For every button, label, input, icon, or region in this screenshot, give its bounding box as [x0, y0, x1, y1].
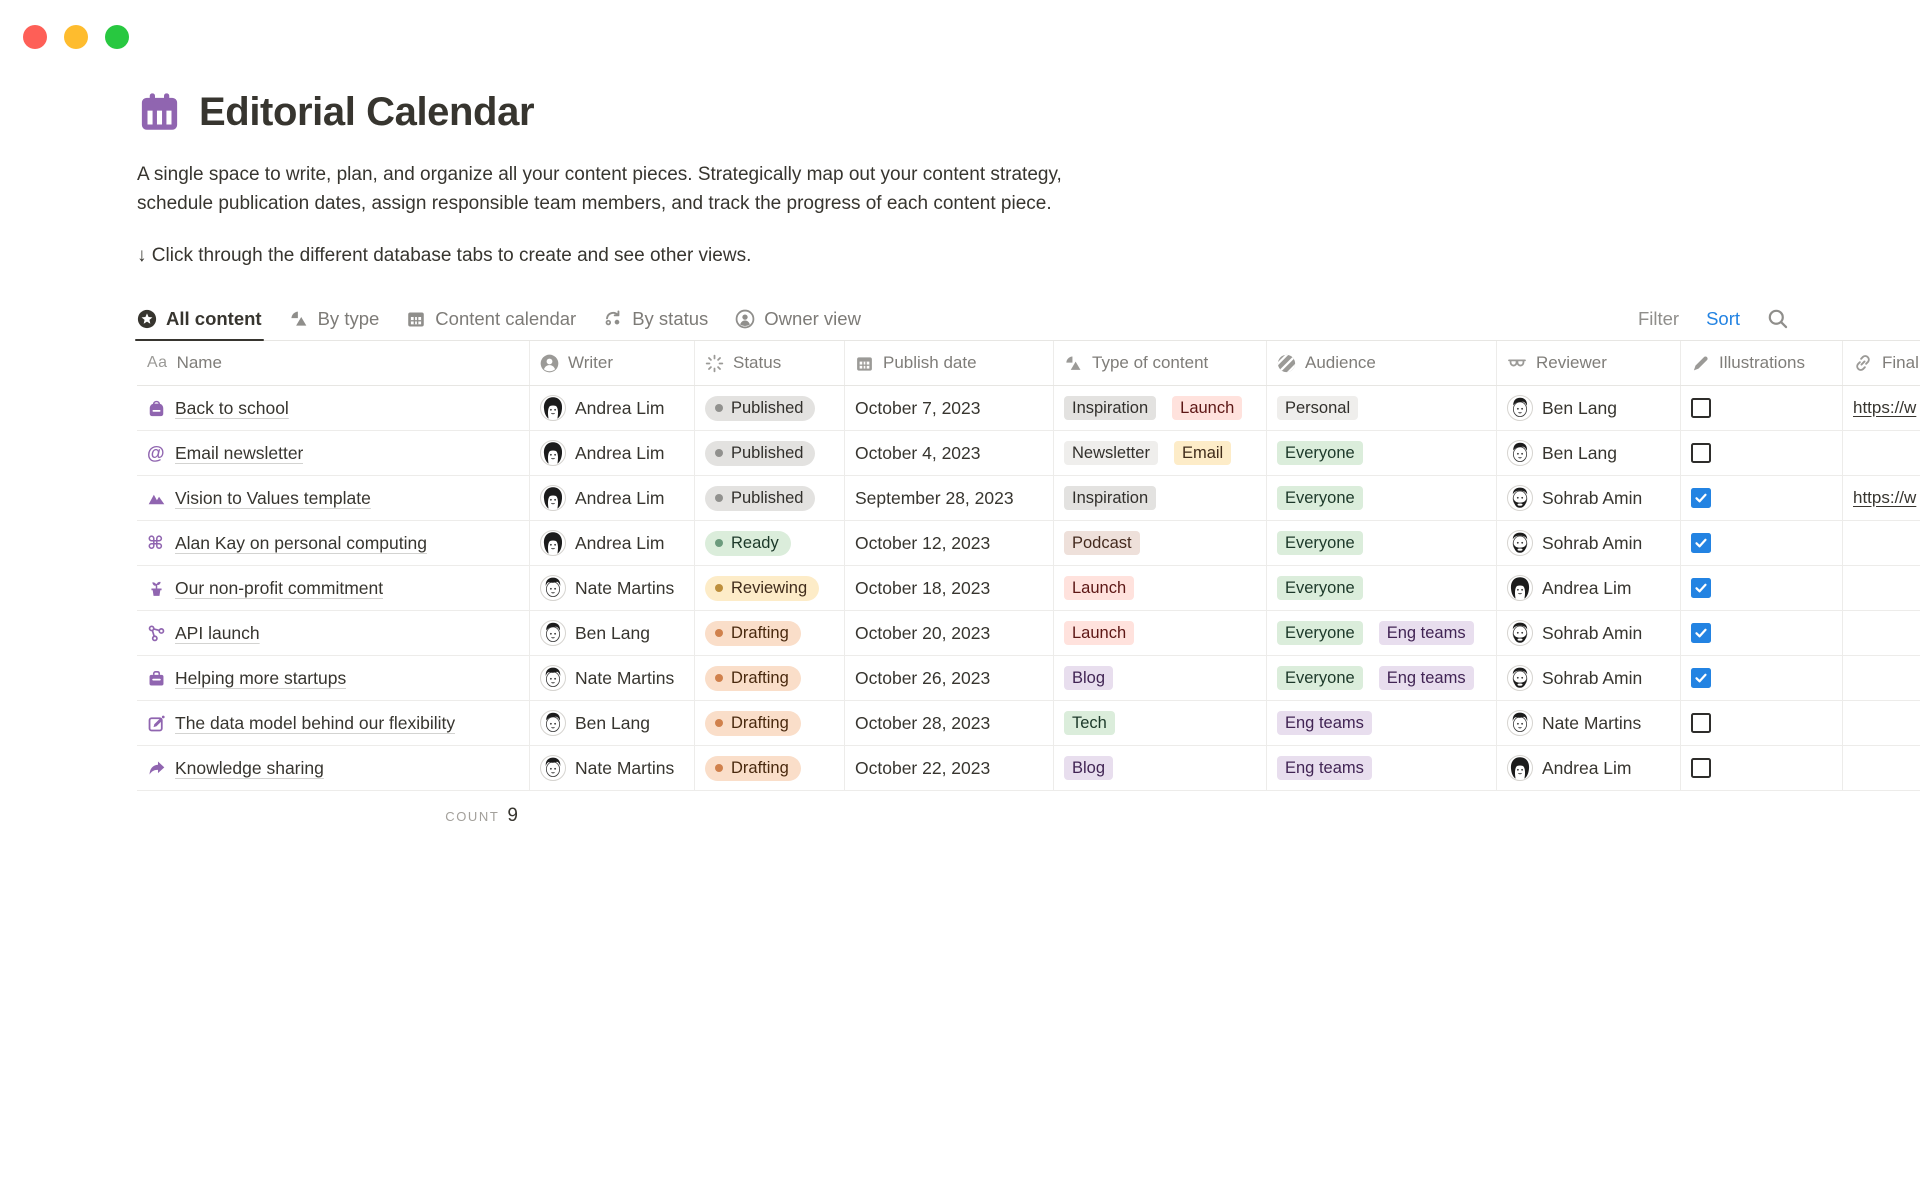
search-icon[interactable]: [1767, 308, 1789, 330]
final-link-cell[interactable]: [1843, 701, 1920, 745]
publish-date-cell[interactable]: [845, 521, 1054, 565]
tag-blog[interactable]: Blog: [1064, 666, 1113, 690]
page-link[interactable]: Our non-profit commitment: [175, 577, 384, 598]
pen-icon: [1691, 354, 1710, 373]
table-row: [137, 476, 1920, 521]
person-name: Andrea Lim: [575, 442, 665, 463]
zoom-button[interactable]: [105, 25, 129, 49]
status-label: Ready: [731, 533, 779, 552]
type-of-content-cell[interactable]: [1054, 701, 1267, 745]
person: [1507, 710, 1641, 736]
tag-eng-teams[interactable]: Eng teams: [1379, 666, 1474, 690]
person: [1507, 530, 1642, 556]
status-pill-published[interactable]: [705, 396, 815, 421]
mountains-icon: [147, 489, 166, 508]
briefcase-icon: [147, 669, 166, 688]
reviewer-cell[interactable]: [1497, 521, 1681, 565]
status-dot: [715, 449, 723, 457]
tag-newsletter[interactable]: Newsletter: [1064, 441, 1158, 465]
status-pill-drafting[interactable]: [705, 756, 801, 781]
status-pill-drafting[interactable]: [705, 711, 801, 736]
status-dot: [715, 674, 723, 682]
aa-icon: Aa: [147, 354, 168, 371]
tag-inspiration[interactable]: Inspiration: [1064, 486, 1156, 510]
column-header-status[interactable]: [695, 341, 845, 385]
name-cell[interactable]: [137, 566, 530, 610]
avatar: [1507, 485, 1533, 511]
column-header-audience[interactable]: [1267, 341, 1497, 385]
writer-cell[interactable]: [530, 386, 695, 430]
writer-cell[interactable]: [530, 701, 695, 745]
illustrations-checkbox[interactable]: [1691, 668, 1711, 688]
cycle-icon: [603, 309, 623, 329]
status-label: Drafting: [731, 713, 789, 732]
status-pill-ready[interactable]: [705, 531, 791, 556]
audience-cell[interactable]: [1267, 656, 1497, 700]
writer-cell[interactable]: [530, 656, 695, 700]
page-description-line2: schedule publication dates, assign responsible team members, and track the progress of each content piece.: [137, 193, 1052, 214]
illustrations-checkbox[interactable]: [1691, 758, 1711, 778]
writer-cell[interactable]: [530, 431, 695, 475]
type-of-content-cell[interactable]: [1054, 431, 1267, 475]
status-cell[interactable]: [695, 431, 845, 475]
avatar: [1507, 620, 1533, 646]
tab-label: By status: [632, 308, 709, 329]
avatar: [1507, 575, 1533, 601]
nodes-icon: [147, 624, 166, 643]
illustrations-cell: [1681, 566, 1843, 610]
avatar: [1507, 395, 1533, 421]
calendar-tab-icon: [406, 309, 426, 329]
writer-cell[interactable]: [530, 611, 695, 655]
person: [540, 620, 650, 646]
name-cell[interactable]: [137, 701, 530, 745]
tag-eng-teams[interactable]: Eng teams: [1379, 621, 1474, 645]
person: [1507, 485, 1642, 511]
person: [1507, 665, 1642, 691]
tag-launch[interactable]: Launch: [1064, 576, 1134, 600]
status-dot: [715, 764, 723, 772]
status-dot: [715, 584, 723, 592]
tag-email[interactable]: Email: [1174, 441, 1231, 465]
status-label: Drafting: [731, 623, 789, 642]
status-label: Published: [731, 488, 804, 507]
person-name: Ben Lang: [575, 712, 650, 733]
avatar: [540, 530, 566, 556]
writer-cell[interactable]: [530, 746, 695, 790]
status-cell[interactable]: [695, 521, 845, 565]
status-label: Drafting: [731, 758, 789, 777]
tag-launch[interactable]: Launch: [1064, 621, 1134, 645]
plant-icon: [147, 579, 166, 598]
person-name: Ben Lang: [575, 622, 650, 643]
column-label: Type of content: [1092, 353, 1209, 372]
status-dot: [715, 404, 723, 412]
minimize-button[interactable]: [64, 25, 88, 49]
person-name: Andrea Lim: [575, 487, 665, 508]
name-cell[interactable]: [137, 746, 530, 790]
page-link[interactable]: Email newsletter: [175, 442, 304, 463]
reviewer-cell[interactable]: [1497, 701, 1681, 745]
at-icon: @: [147, 442, 165, 463]
writer-cell[interactable]: [530, 521, 695, 565]
audience-cell[interactable]: [1267, 611, 1497, 655]
person-name: Nate Martins: [575, 577, 675, 598]
status-cell[interactable]: [695, 701, 845, 745]
final-link-cell[interactable]: [1843, 431, 1920, 475]
status-cell[interactable]: [695, 566, 845, 610]
column-label: Status: [733, 353, 782, 372]
publish-date-cell[interactable]: [845, 476, 1054, 520]
page-description-line1: A single space to write, plan, and organize all your content pieces. Strategically map out your content strategy,: [137, 164, 1062, 185]
calendar-icon: [855, 354, 874, 373]
tag-tech[interactable]: Tech: [1064, 711, 1115, 735]
person: [540, 665, 674, 691]
table-header-row: [137, 341, 1920, 386]
status-dot: [715, 539, 723, 547]
page-link[interactable]: Knowledge sharing: [175, 757, 324, 778]
person-name: Andrea Lim: [1542, 757, 1632, 778]
illustrations-checkbox[interactable]: [1691, 398, 1711, 418]
publish-date-cell[interactable]: [845, 656, 1054, 700]
count-value: 9: [507, 805, 518, 826]
reviewer-cell[interactable]: [1497, 431, 1681, 475]
tag-everyone[interactable]: Everyone: [1277, 531, 1363, 555]
tab-label: Owner view: [764, 308, 861, 329]
name-cell[interactable]: [137, 521, 530, 565]
page-link[interactable]: The data model behind our flexibility: [175, 712, 456, 733]
person-icon: [540, 354, 559, 373]
illustrations-checkbox[interactable]: [1691, 578, 1711, 598]
publish-date: October 4, 2023: [855, 442, 981, 463]
person-name: Sohrab Amin: [1542, 487, 1643, 508]
tab-content-calendar[interactable]: [406, 298, 576, 340]
tag-launch[interactable]: Launch: [1172, 396, 1242, 420]
illustrations-checkbox[interactable]: [1691, 443, 1711, 463]
person: [540, 755, 674, 781]
publish-date-cell[interactable]: [845, 611, 1054, 655]
avatar: [540, 575, 566, 601]
column-header-final[interactable]: [1843, 341, 1920, 385]
page-hint: ↓ Click through the different database tabs to create and see other views.: [137, 245, 752, 266]
reviewer-cell[interactable]: [1497, 386, 1681, 430]
publish-date-cell[interactable]: [845, 566, 1054, 610]
share-icon: [147, 759, 166, 778]
status-dot: [715, 494, 723, 502]
publish-date: October 12, 2023: [855, 532, 991, 553]
view-tab-bar: [137, 298, 1920, 341]
status-cell[interactable]: [695, 746, 845, 790]
column-header-reviewer[interactable]: [1497, 341, 1681, 385]
person: [540, 575, 674, 601]
publish-date: September 28, 2023: [855, 487, 1014, 508]
glasses-icon: [1507, 353, 1527, 373]
tag-eng-teams[interactable]: Eng teams: [1277, 756, 1372, 780]
page-link[interactable]: Back to school: [175, 397, 289, 418]
status-dot: [715, 629, 723, 637]
status-cell[interactable]: [695, 386, 845, 430]
audience-cell[interactable]: [1267, 746, 1497, 790]
column-header-writer[interactable]: [530, 341, 695, 385]
status-pill-reviewing[interactable]: [705, 576, 819, 601]
sort-button[interactable]: Sort: [1706, 308, 1740, 329]
page-link[interactable]: Vision to Values template: [175, 487, 371, 508]
publish-date-cell[interactable]: [845, 746, 1054, 790]
person: [1507, 755, 1632, 781]
final-link-cell[interactable]: [1843, 611, 1920, 655]
page-description: [137, 160, 1920, 218]
illustrations-checkbox[interactable]: [1691, 533, 1711, 553]
status-cell[interactable]: [695, 476, 845, 520]
page-link[interactable]: Alan Kay on personal computing: [175, 532, 427, 553]
person-name: Sohrab Amin: [1542, 622, 1643, 643]
edit-icon: [147, 714, 166, 733]
avatar: [1507, 755, 1533, 781]
view-tabs: [137, 298, 888, 340]
reviewer-cell[interactable]: [1497, 476, 1681, 520]
type-of-content-cell[interactable]: [1054, 386, 1267, 430]
person-circle-icon: [735, 309, 755, 329]
status-label: Published: [731, 398, 804, 417]
tag-everyone[interactable]: Everyone: [1277, 486, 1363, 510]
illustrations-cell: [1681, 521, 1843, 565]
tag-inspiration[interactable]: Inspiration: [1064, 396, 1156, 420]
status-cell[interactable]: [695, 656, 845, 700]
close-button[interactable]: [23, 25, 47, 49]
table-row: [137, 386, 1920, 431]
final-link-cell[interactable]: [1843, 476, 1920, 520]
publish-date: October 7, 2023: [855, 397, 981, 418]
avatar: [540, 485, 566, 511]
type-of-content-cell[interactable]: [1054, 521, 1267, 565]
audience-cell[interactable]: [1267, 476, 1497, 520]
column-header-illustrations[interactable]: [1681, 341, 1843, 385]
avatar: [540, 395, 566, 421]
page-header: [137, 90, 1920, 135]
status-label: Drafting: [731, 668, 789, 687]
illustrations-checkbox[interactable]: [1691, 488, 1711, 508]
filter-button[interactable]: Filter: [1637, 308, 1680, 329]
chart-icon: [289, 309, 309, 329]
type-of-content-cell[interactable]: [1054, 476, 1267, 520]
illustrations-cell: [1681, 701, 1843, 745]
person-name: Nate Martins: [575, 667, 675, 688]
publish-date: October 22, 2023: [855, 757, 991, 778]
calendar-page-icon[interactable]: [137, 90, 182, 135]
column-label: Final: [1882, 353, 1919, 372]
person-name: Ben Lang: [1542, 397, 1617, 418]
table-toolbar: [1638, 308, 1789, 330]
avatar: [1507, 440, 1533, 466]
tab-label: Content calendar: [435, 308, 577, 329]
tag-everyone[interactable]: Everyone: [1277, 666, 1363, 690]
reviewer-cell[interactable]: [1497, 656, 1681, 700]
illustrations-checkbox[interactable]: [1691, 623, 1711, 643]
column-header-name[interactable]: [137, 341, 530, 385]
table-row: [137, 611, 1920, 656]
final-link-cell[interactable]: [1843, 656, 1920, 700]
tab-by-status[interactable]: [603, 298, 708, 340]
writer-cell[interactable]: [530, 476, 695, 520]
command-icon: ⌘: [147, 532, 164, 553]
shapes-icon: [1064, 354, 1083, 373]
page-title: Editorial Calendar: [199, 90, 535, 134]
tag-everyone[interactable]: Everyone: [1277, 576, 1363, 600]
name-cell[interactable]: [137, 611, 530, 655]
audience-cell[interactable]: [1267, 386, 1497, 430]
status-pill-published[interactable]: [705, 441, 815, 466]
person: [1507, 395, 1617, 421]
column-header-publish-date[interactable]: [845, 341, 1054, 385]
tag-podcast[interactable]: Podcast: [1064, 531, 1140, 555]
avatar: [540, 620, 566, 646]
person: [540, 485, 665, 511]
column-label: Publish date: [883, 353, 977, 372]
final-link[interactable]: https://w: [1853, 398, 1917, 417]
column-label: Illustrations: [1719, 353, 1805, 372]
person: [1507, 620, 1642, 646]
person-name: Nate Martins: [575, 757, 675, 778]
person: [1507, 575, 1632, 601]
illustrations-cell: [1681, 476, 1843, 520]
page-link[interactable]: API launch: [175, 622, 260, 643]
publish-date-cell[interactable]: [845, 386, 1054, 430]
audience-cell[interactable]: [1267, 431, 1497, 475]
type-of-content-cell[interactable]: [1054, 566, 1267, 610]
audience-cell[interactable]: [1267, 566, 1497, 610]
tab-all-content[interactable]: [137, 298, 262, 340]
audience-cell[interactable]: [1267, 701, 1497, 745]
table-row: [137, 746, 1920, 791]
tab-owner-view[interactable]: [735, 298, 861, 340]
status-pill-drafting[interactable]: [705, 666, 801, 691]
type-of-content-cell[interactable]: [1054, 656, 1267, 700]
tag-blog[interactable]: Blog: [1064, 756, 1113, 780]
avatar: [540, 665, 566, 691]
column-header-type-of-content[interactable]: [1054, 341, 1267, 385]
person-name: Andrea Lim: [1542, 577, 1632, 598]
person: [540, 395, 665, 421]
table-body: [137, 386, 1920, 791]
reviewer-cell[interactable]: [1497, 746, 1681, 790]
writer-cell[interactable]: [530, 566, 695, 610]
name-cell[interactable]: [137, 386, 530, 430]
tab-label: All content: [166, 308, 262, 329]
illustrations-cell: [1681, 386, 1843, 430]
count-footer: [137, 791, 530, 827]
table-row: [137, 431, 1920, 476]
avatar: [540, 440, 566, 466]
publish-date: October 28, 2023: [855, 712, 991, 733]
final-link-cell[interactable]: [1843, 746, 1920, 790]
final-link-cell[interactable]: [1843, 566, 1920, 610]
publish-date: October 18, 2023: [855, 577, 991, 598]
status-dot: [715, 719, 723, 727]
person-name: Ben Lang: [1542, 442, 1617, 463]
tab-by-type[interactable]: [289, 298, 380, 340]
illustrations-cell: [1681, 611, 1843, 655]
count-label: COUNT: [445, 809, 500, 824]
type-of-content-cell[interactable]: [1054, 611, 1267, 655]
column-label: Reviewer: [1536, 353, 1607, 372]
audience-cell[interactable]: [1267, 521, 1497, 565]
person: [1507, 440, 1617, 466]
status-label: Published: [731, 443, 804, 462]
column-label: Audience: [1305, 353, 1376, 372]
spinner-icon: [705, 354, 724, 373]
person-name: Andrea Lim: [575, 397, 665, 418]
status-pill-published[interactable]: [705, 486, 815, 511]
tab-label: By type: [317, 308, 380, 329]
avatar: [1507, 530, 1533, 556]
name-cell[interactable]: [137, 656, 530, 700]
page-content: [137, 0, 1920, 827]
final-link-cell[interactable]: [1843, 521, 1920, 565]
publish-date: October 20, 2023: [855, 622, 991, 643]
name-cell[interactable]: [137, 476, 530, 520]
avatar: [1507, 710, 1533, 736]
window-controls: [23, 25, 129, 49]
reviewer-cell[interactable]: [1497, 566, 1681, 610]
table-row: [137, 521, 1920, 566]
table-row: [137, 566, 1920, 611]
status-pill-drafting[interactable]: [705, 621, 801, 646]
tag-personal[interactable]: Personal: [1277, 396, 1358, 420]
audience-icon: [1277, 354, 1296, 373]
person-name: Nate Martins: [1542, 712, 1642, 733]
reviewer-cell[interactable]: [1497, 611, 1681, 655]
illustrations-checkbox[interactable]: [1691, 713, 1711, 733]
person-name: Sohrab Amin: [1542, 532, 1643, 553]
person: [540, 530, 665, 556]
tag-everyone[interactable]: Everyone: [1277, 441, 1363, 465]
page-link[interactable]: Helping more startups: [175, 667, 347, 688]
column-label: Writer: [568, 353, 614, 372]
person: [540, 710, 650, 736]
star-circle-icon: [137, 309, 157, 329]
backpack-icon: [147, 399, 166, 418]
avatar: [540, 710, 566, 736]
person-name: Sohrab Amin: [1542, 667, 1643, 688]
person: [540, 440, 665, 466]
type-of-content-cell[interactable]: [1054, 746, 1267, 790]
final-link[interactable]: https://w: [1853, 488, 1917, 507]
column-label: Name: [176, 353, 222, 372]
illustrations-cell: [1681, 656, 1843, 700]
publish-date-cell[interactable]: [845, 701, 1054, 745]
illustrations-cell: [1681, 431, 1843, 475]
person-name: Andrea Lim: [575, 532, 665, 553]
name-cell[interactable]: [137, 431, 530, 475]
table-row: [137, 701, 1920, 746]
avatar: [1507, 665, 1533, 691]
publish-date: October 26, 2023: [855, 667, 991, 688]
status-label: Reviewing: [731, 578, 808, 597]
table-row: [137, 656, 1920, 701]
final-link-cell[interactable]: [1843, 386, 1920, 430]
avatar: [540, 755, 566, 781]
status-cell[interactable]: [695, 611, 845, 655]
tag-everyone[interactable]: Everyone: [1277, 621, 1363, 645]
illustrations-cell: [1681, 746, 1843, 790]
tag-eng-teams[interactable]: Eng teams: [1277, 711, 1372, 735]
publish-date-cell[interactable]: [845, 431, 1054, 475]
link-icon: [1853, 353, 1873, 373]
